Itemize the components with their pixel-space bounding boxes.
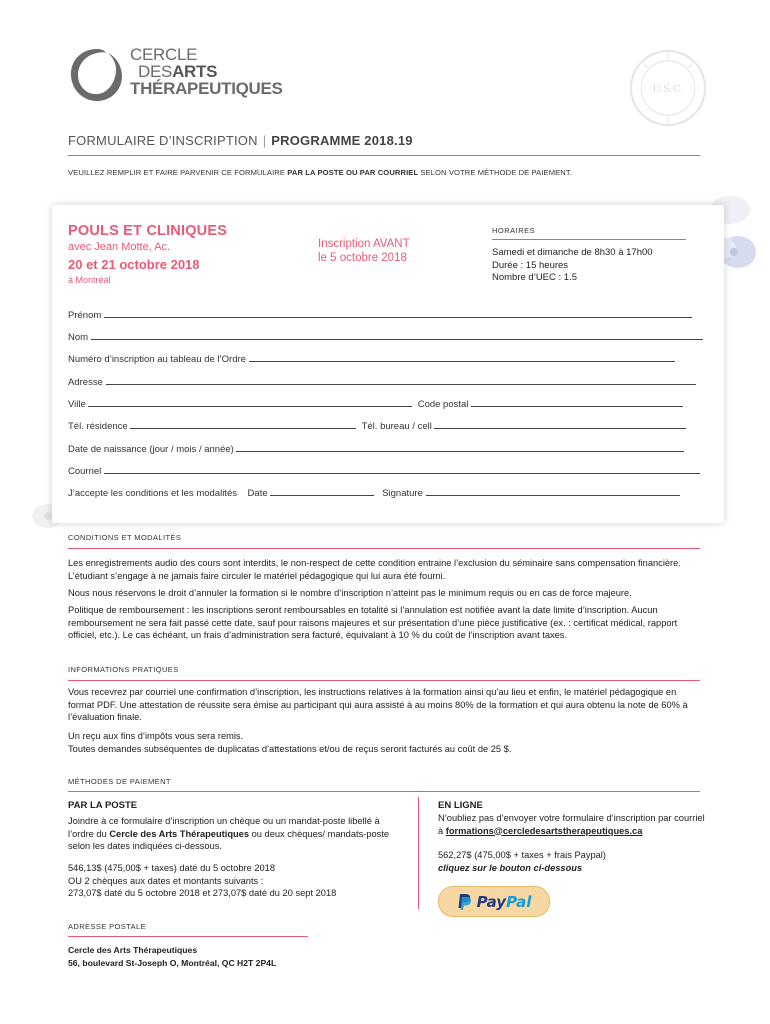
field-courriel[interactable]: Courriel — [68, 464, 700, 477]
form-title: FORMULAIRE D’INSCRIPTION | PROGRAMME 2018.19 — [68, 133, 413, 148]
logo-line-1: CERCLE — [130, 45, 198, 64]
schedule-label: HORAIRES — [492, 226, 536, 235]
schedule-details: Samedi et dimanche de 8h30 à 17h00 Durée : 15 heures Nombre d’UEC : 1.5 — [492, 247, 653, 283]
course-place: à Montréal — [68, 275, 111, 285]
course-instructor: avec Jean Motte, Ac. — [68, 241, 171, 253]
seal-stamp — [628, 48, 708, 128]
online-amount: 562,27$ (475,00$ + taxes + frais Paypal) cliquez sur le bouton ci-dessous — [438, 850, 606, 873]
logo-circle-icon — [66, 44, 128, 106]
early-registration-deadline: Inscription AVANT le 5 octobre 2018 — [318, 238, 410, 264]
online-title: EN LIGNE — [438, 800, 483, 811]
conditions-label: CONDITIONS ET MODALITÉS — [68, 533, 182, 542]
conditions-paragraph-1: Les enregistrements audio des cours sont interdits, le non-respect de cette condition entraine l’exclusion du séminaire sans compensation financière. L’étudiant s’engage à ne jamais faire circuler le matériel pédagogique qui lui aura été fourni. — [68, 558, 681, 581]
online-email-link[interactable]: formations@cercledesartstherapeutiques.ca — [445, 825, 643, 836]
field-ordre[interactable]: Numéro d’inscription au tableau de l’Ordre — [68, 352, 675, 365]
address-rule — [68, 936, 308, 937]
info-rule — [68, 680, 700, 681]
payment-label: MÉTHODES DE PAIEMENT — [68, 777, 171, 786]
info-label: INFORMATIONS PRATIQUES — [68, 665, 179, 674]
field-ville-code[interactable]: Ville Code postal — [68, 397, 683, 410]
info-paragraph-1: Vous recevrez par courriel une confirmation d’inscription, les instructions relatives à la formation ainsi qu’au lieu et enfin, le matériel pédagogique en format PDF. Une attestation de réussite sera émise au participant qui aura assisté à au moins 80% de la formation et qui aura obtenu la note de 60% à l’évaluation finale. — [68, 687, 688, 722]
field-nom[interactable]: Nom — [68, 330, 703, 343]
post-instructions: Joindre à ce formulaire d’inscription un chèque ou un mandat-poste libellé à l’ordre du Cercle des Arts Thérapeutiques ou deux chèques/ mandats-poste selon les dates indiquées ci-dessous. — [68, 816, 390, 851]
conditions-paragraph-2: Nous nous réservons le droit d’annuler la formation si le nombre d’inscription n’atteint pas le minimum requis ou en cas de force majeure. — [68, 588, 632, 598]
paypal-button[interactable]: PayPal — [438, 886, 550, 917]
logo-line-2: DESARTS — [138, 62, 218, 81]
conditions-paragraph-3: Politique de remboursement : les inscriptions seront remboursables en totalité si l’annulation est notifiée avant la date limite d’inscription. Aucun remboursement ne sera fait passé cette date, sauf pour raisons majeures et sur présentation d’une pièce justificative (ex. : certificat médical, rapport officiel, etc.). Le cas échéant, un frais d’administration sera facturé, équivalant à 10 % du coût de l’inscription avant taxes. — [68, 605, 678, 640]
field-adresse[interactable]: Adresse — [68, 375, 696, 388]
seal-center-text: U.S.C. — [652, 84, 684, 95]
conditions-rule — [68, 548, 700, 549]
form-instructions: VEUILLEZ REMPLIR ET FAIRE PARVENIR CE FORMULAIRE PAR LA POSTE OU PAR COURRIEL SELON VOTRE MÉTHODE DE PAIEMENT. — [68, 168, 572, 177]
field-acceptation[interactable]: J’accepte les conditions et les modalités Date Signature — [68, 486, 680, 499]
course-dates: 20 et 21 octobre 2018 — [68, 257, 200, 272]
field-naissance[interactable]: Date de naissance (jour / mois / année) — [68, 442, 684, 455]
logo — [66, 44, 296, 106]
address-label: ADRESSE POSTALE — [68, 922, 146, 931]
logo-line-3: THÉRAPEUTIQUES — [130, 79, 283, 98]
header-rule — [68, 155, 700, 156]
post-amounts: 546,13$ (475,00$ + taxes) daté du 5 octobre 2018 OU 2 chèques aux dates et montants suivants : 273,07$ daté du 5 octobre 2018 et 273,07$ daté du 20 sept 2018 — [68, 863, 337, 898]
paypal-logo-icon — [457, 893, 472, 911]
course-title: POULS ET CLINIQUES — [68, 223, 228, 239]
info-paragraph-2: Un reçu aux fins d’impôts vous sera remis. Toutes demandes subséquentes de duplicatas d’attestations et/ou de reçus seront facturés au coût de 25 $. — [68, 731, 512, 754]
payment-rule — [68, 791, 700, 792]
post-title: PAR LA POSTE — [68, 800, 138, 811]
field-prenom[interactable]: Prénom — [68, 308, 692, 321]
payment-column-divider — [418, 797, 419, 909]
field-telephones[interactable]: Tél. résidence Tél. bureau / cell — [68, 419, 686, 432]
schedule-rule — [492, 239, 686, 240]
online-instructions: N’oubliez pas d’envoyer votre formulaire d’inscription par courriel à formations@cercledesartstherapeutiques.ca — [438, 813, 705, 836]
registration-card — [52, 205, 724, 523]
postal-address: Cercle des Arts Thérapeutiques 56, boulevard St-Joseph O, Montréal, QC H2T 2P4L — [68, 945, 277, 968]
